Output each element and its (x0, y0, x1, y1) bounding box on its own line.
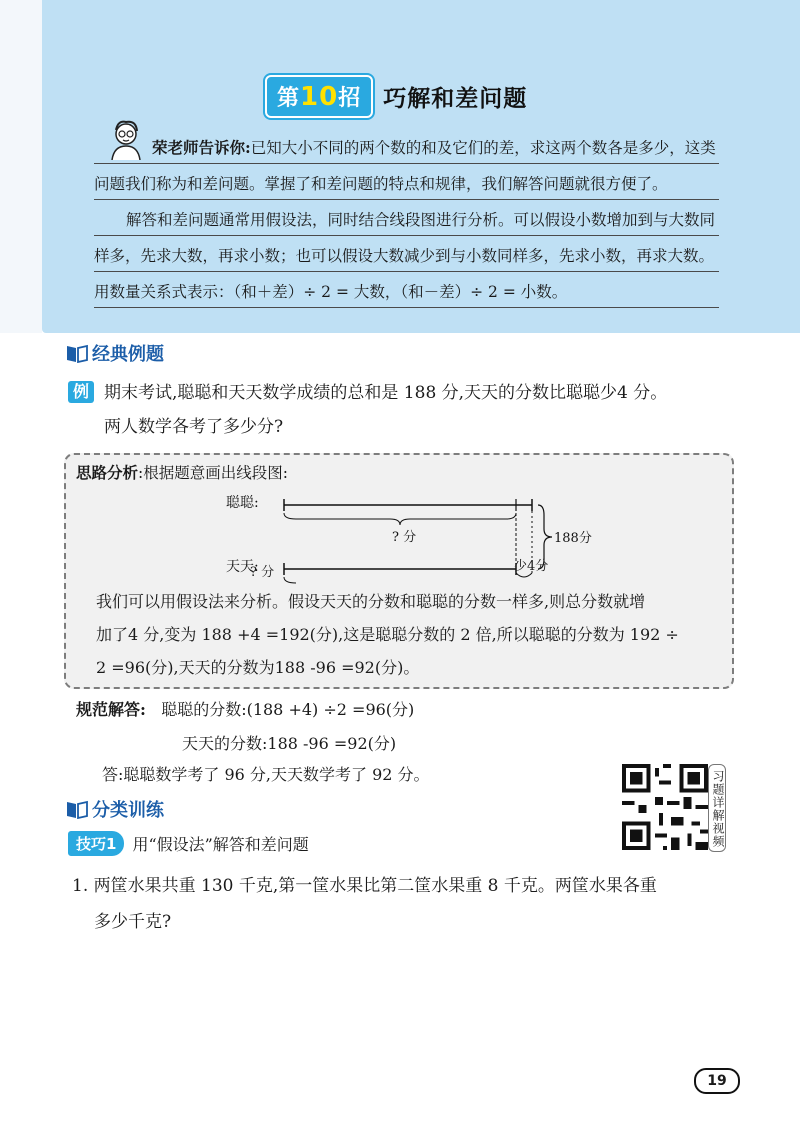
qr-video-tag: 习题详解视频 (708, 764, 726, 852)
line-segment-diagram (226, 485, 666, 585)
chapter-badge: 第10招 (265, 75, 373, 118)
book-icon (66, 343, 88, 363)
intro-paragraph-2: 解答和差问题通常用假设法，同时结合线段图进行分析。可以假设小数增加到与大数同样多，先求大数，再求小数；也可以假设大数减少到与小数同样多，先求小数，再求大数。用数量关系式表示：（和＋差）÷ 2 = 大数，（和－差）÷ 2 = 小数。 (94, 202, 719, 310)
total-label: 188分 (554, 531, 592, 546)
label-congcong: 聪聪: (226, 495, 259, 511)
skill-text: 用“假设法”解答和差问题 (132, 835, 309, 854)
solution-step-1: 聪聪的分数:(188 +4) ÷2 =96(分) (161, 700, 415, 719)
skill-badge: 技巧1 (68, 831, 124, 856)
unknown-tiantian: ? 分 (250, 565, 275, 580)
section-heading-examples: 经典例题 (66, 340, 164, 366)
page-number: 19 (694, 1068, 740, 1094)
chapter-title (265, 76, 527, 116)
intro-paragraph-1: 已知大小不同的两个数的和及它们的差，求这两个数各是多少，这类问题我们称为和差问题。掌握了和差问题的特点和规律，我们解答问题就很方便了。 (94, 139, 716, 193)
standard-solution (76, 693, 414, 761)
unknown-congcong: ? 分 (392, 530, 417, 545)
solution-label: 规范解答: (76, 700, 146, 719)
page-margin (0, 0, 42, 333)
chapter-title-text: 巧解和差问题 (383, 85, 528, 112)
example-problem: 期末考试,聪聪和天天数学成绩的总和是 188 分,天天的分数比聪聪少4 分。 两人数学各考了多少分? (104, 383, 668, 437)
analysis-text: 我们可以用假设法来分析。假设天天的分数和聪聪的分数一样多,则总分数就增 加了4 分,变为 188 +4 =192(分),这是聪聪分数的 2 倍,所以聪聪的分数为 192 ÷ 2 =96(分),天天的分数为188 -96 =92(分)。 (96, 592, 679, 677)
speaker-label: 荣老师告诉你: (152, 138, 251, 157)
question-1: 1. 两筐水果共重 130 千克,第一筐水果比第二筐水果重 8 千克。两筐水果各重 多少千克? (72, 876, 657, 932)
skill-heading (68, 831, 309, 856)
example-badge: 例 (68, 381, 94, 403)
analysis-heading: 思路分析:根据题意画出线段图: (76, 463, 288, 482)
answer-line: 答:聪聪数学考了 96 分,天天数学考了 92 分。 (102, 765, 430, 784)
book-icon (66, 799, 88, 819)
difference-label: 少4分 (514, 559, 549, 574)
label-tiantian: 天天: (226, 559, 259, 575)
intro-text (94, 130, 719, 310)
qr-code-icon[interactable] (622, 764, 708, 850)
solution-step-2: 天天的分数:188 -96 =92(分) (182, 734, 397, 753)
section-heading-training: 分类训练 (66, 796, 164, 822)
analysis-box (64, 453, 734, 689)
